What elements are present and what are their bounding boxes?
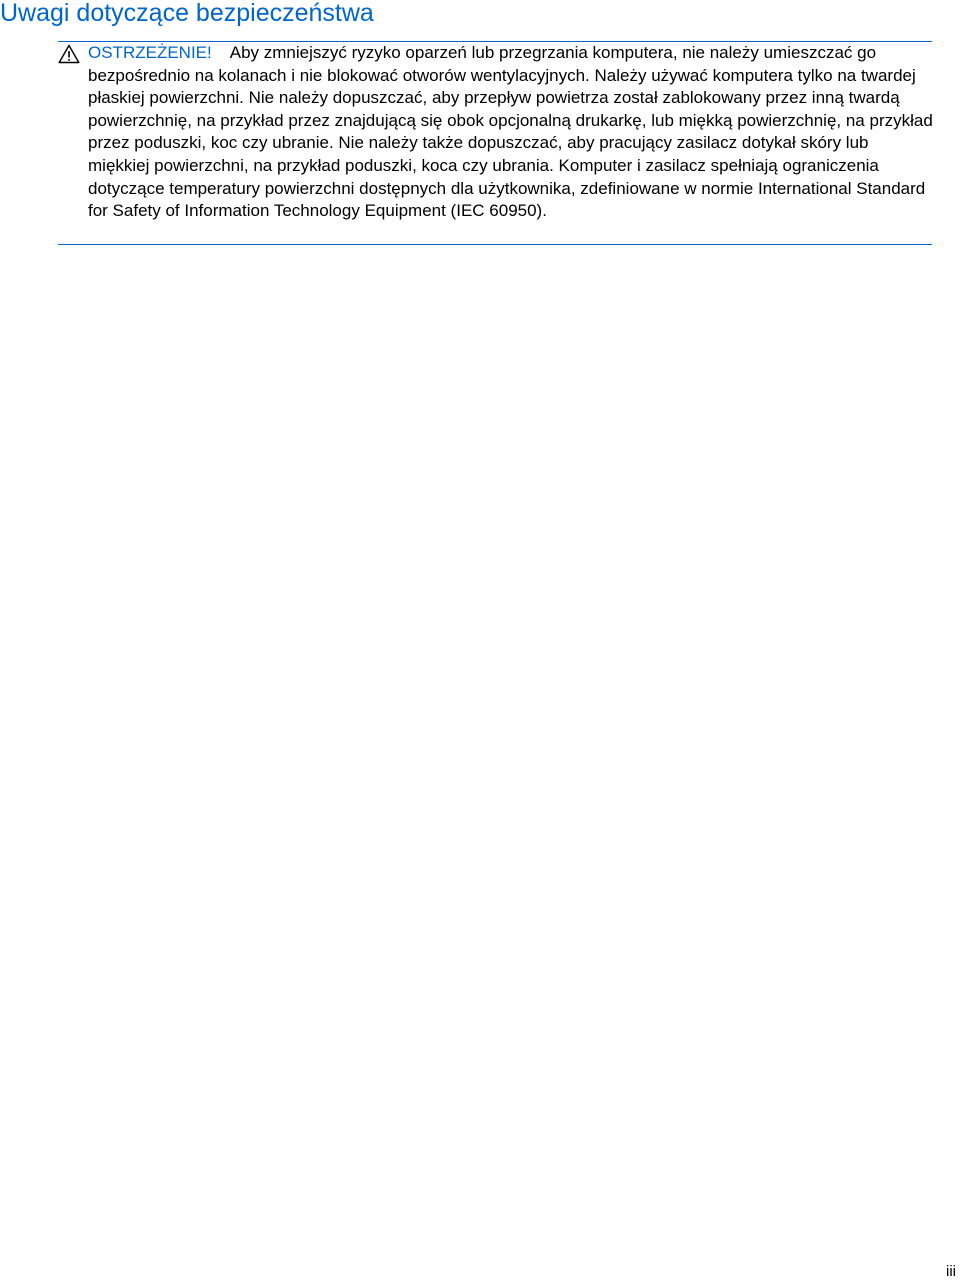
warning-body <box>88 42 934 223</box>
page-title: Uwagi dotyczące bezpieczeństwa <box>0 0 374 27</box>
warning-label: OSTRZEŻENIE! <box>88 43 212 62</box>
page-number: iii <box>946 1263 956 1280</box>
warning-text: Aby zmniejszyć ryzyko oparzeń lub przegrzania komputera, nie należy umieszczać go bezpośrednio na kolanach i nie blokować otworów wentylacyjnych. Należy używać komputera tylko na twardej płaskiej powierzchni. Nie należy dopuszczać, aby przepływ powietrza został zablokowany przez inną twardą powierzchnię, na przykład przez znajdującą się obok opcjonalną drukarkę, lub miękką powierzchnię, na przykład przez poduszki, koc czy ubranie. Nie należy także dopuszczać, aby pracujący zasilacz dotykał skóry lub miękkiej powierzchni, na przykład poduszki, koca czy ubrania. Komputer i zasilacz spełniają ograniczenia dotyczące temperatury powierzchni dostępnych dla użytkownika, zdefiniowane w normie International Standard for Safety of Information Technology Equipment (IEC 60950). <box>88 43 933 221</box>
warning-triangle-icon <box>58 44 80 64</box>
warning-notice <box>58 41 932 245</box>
